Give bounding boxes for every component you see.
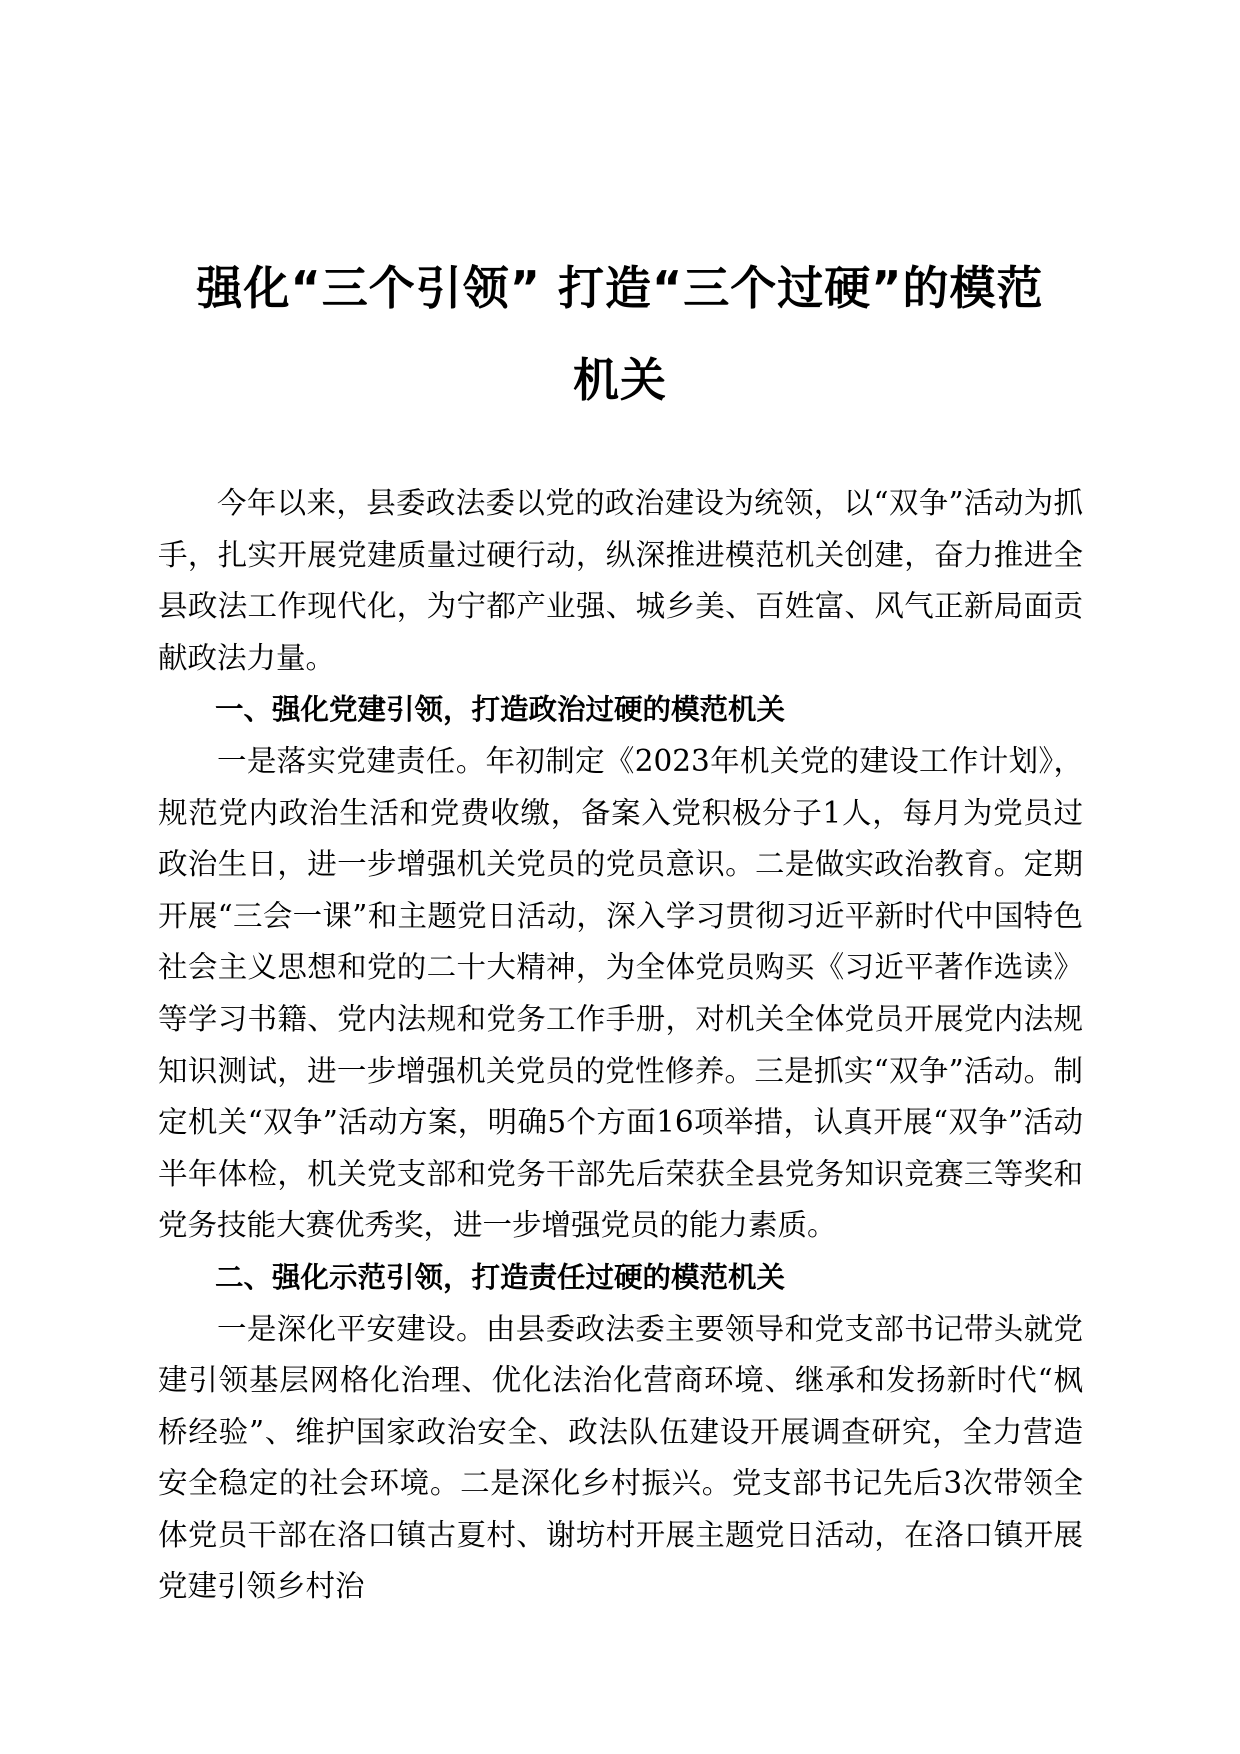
- section-heading-2: 二、强化示范引领，打造责任过硬的模范机关: [215, 1260, 786, 1294]
- section-2-paragraph: 一是深化平安建设。由县委政法委主要领导和党支部书记带头就党建引领基层网格化治理、优化法治化营商环境、继承和发扬新时代“枫桥经验”、维护国家政治安全、政法队伍建设开展调查研究，全力营造安全稳定的社会环境。二是深化乡村振兴。党支部书记先后3次带领全体党员干部在洛口镇古夏村、谢坊村开展主题党日活动，在洛口镇开展党建引领乡村治: [158, 1311, 1083, 1604]
- intro-paragraph: 今年以来，县委政法委以党的政治建设为统领，以“双争”活动为抓手，扎实开展党建质量过硬行动，纵深推进模范机关创建，奋力推进全县政法工作现代化，为宁都产业强、城乡美、百姓富、风气正新局面贡献政法力量。: [158, 486, 1083, 675]
- document-title-line-2: 机关: [573, 353, 667, 407]
- section-heading-1: 一、强化党建引领，打造政治过硬的模范机关: [215, 693, 786, 727]
- document-body: [158, 478, 1083, 1613]
- section-1-paragraph: 一是落实党建责任。年初制定《2023年机关党的建设工作计划》，规范党内政治生活和党费收缴，备案入党积极分子1人，每月为党员过政治生日，进一步增强机关党员的党员意识。二是做实政治教育。定期开展“三会一课”和主题党日活动，深入学习贯彻习近平新时代中国特色社会主义思想和党的二十大精神，为全体党员购买《习近平著作选读》等学习书籍、党内法规和党务工作手册，对机关全体党员开展党内法规知识测试，进一步增强机关党员的党性修养。三是抓实“双争”活动。制定机关“双争”活动方案，明确5个方面16项举措，认真开展“双争”活动半年体检，机关党支部和党务干部先后荣获全县党务知识竞赛三等奖和党务技能大赛优秀奖，进一步增强党员的能力素质。: [158, 743, 1083, 1243]
- document-title-line-1: 强化“三个引领” 打造“三个过硬”的模范: [196, 261, 1044, 315]
